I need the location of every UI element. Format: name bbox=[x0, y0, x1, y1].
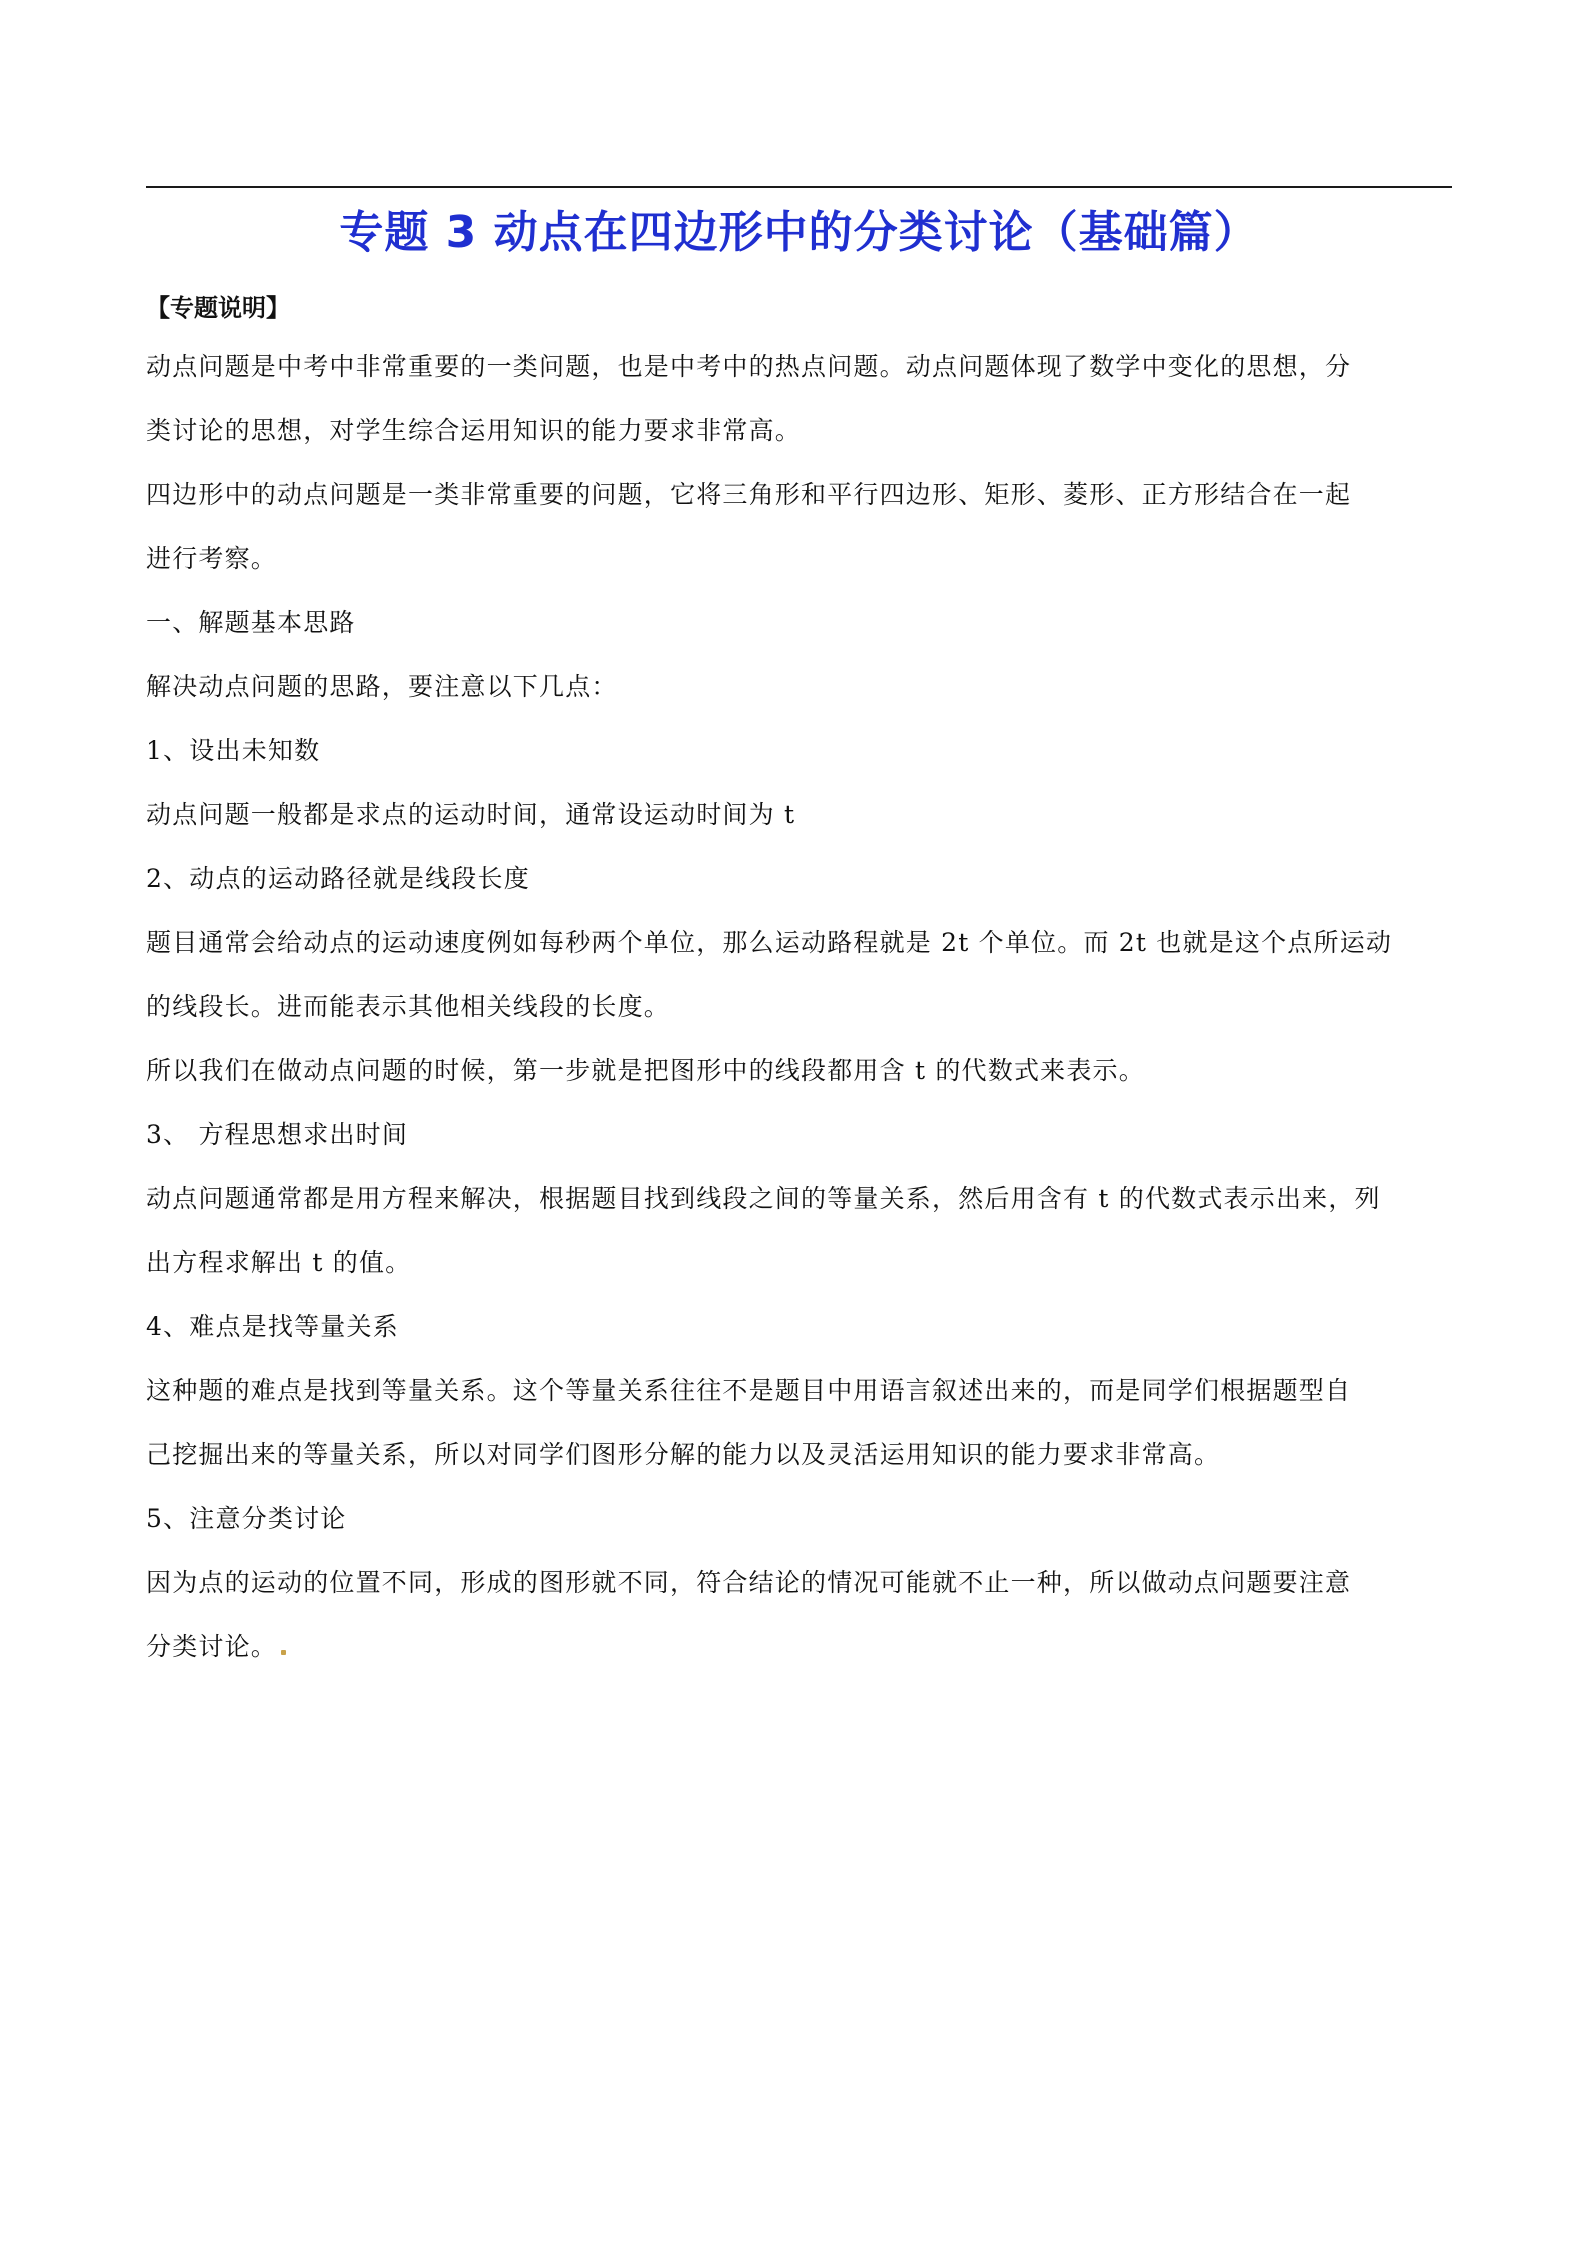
paragraph-line: 因为点的运动的位置不同，形成的图形就不同，符合结论的情况可能就不止一种，所以做动点问题要注意 bbox=[146, 1568, 1352, 1597]
paragraph-line-last bbox=[146, 1615, 1456, 1679]
paragraph-line: 这种题的难点是找到等量关系。这个等量关系往往不是题目中用语言叙述出来的，而是同学们根据题型自 bbox=[146, 1376, 1352, 1405]
page-title: 专题 3 动点在四边形中的分类讨论（基础篇） bbox=[339, 207, 1259, 258]
paragraph-line: 动点问题是中考中非常重要的一类问题，也是中考中的热点问题。动点问题体现了数学中变化的思想，分 bbox=[146, 352, 1352, 381]
paragraph-line: 动点问题一般都是求点的运动时间，通常设运动时间为 t bbox=[146, 800, 796, 829]
paragraph-line: 出方程求解出 t 的值。 bbox=[146, 1248, 412, 1277]
paragraph-line: 类讨论的思想，对学生综合运用知识的能力要求非常高。 bbox=[146, 416, 802, 445]
paragraph-line: 解决动点问题的思路，要注意以下几点： bbox=[146, 672, 618, 701]
paragraph-line: 动点问题通常都是用方程来解决，根据题目找到线段之间的等量关系，然后用含有 t 的代数式表示出来，列 bbox=[146, 1184, 1381, 1213]
heading-line: 3、 方程思想求出时间 bbox=[146, 1120, 409, 1149]
body-text bbox=[146, 335, 1456, 1679]
stray-dot-mark bbox=[281, 1650, 286, 1655]
paragraph-line: 四边形中的动点问题是一类非常重要的问题，它将三角形和平行四边形、矩形、菱形、正方形结合在一起 bbox=[146, 480, 1352, 509]
header-rule bbox=[146, 186, 1452, 188]
paragraph-line: 己挖掘出来的等量关系，所以对同学们图形分解的能力以及灵活运用知识的能力要求非常高。 bbox=[146, 1440, 1221, 1469]
paragraph-line: 的线段长。进而能表示其他相关线段的长度。 bbox=[146, 992, 671, 1021]
section-label: 【专题说明】 bbox=[146, 294, 290, 322]
heading-line: 4、难点是找等量关系 bbox=[146, 1312, 399, 1341]
paragraph-line: 题目通常会给动点的运动速度例如每秒两个单位，那么运动路程就是 2t 个单位。而 2t 也就是这个点所运动 bbox=[146, 928, 1393, 957]
paragraph-line: 进行考察。 bbox=[146, 544, 278, 573]
heading-line: 2、动点的运动路径就是线段长度 bbox=[146, 864, 530, 893]
heading-line: 一、解题基本思路 bbox=[146, 608, 356, 637]
heading-line: 1、设出未知数 bbox=[146, 736, 321, 765]
heading-line: 5、注意分类讨论 bbox=[146, 1504, 347, 1533]
paragraph-line: 所以我们在做动点问题的时候，第一步就是把图形中的线段都用含 t 的代数式来表示。 bbox=[146, 1056, 1145, 1085]
paragraph-text: 分类讨论。 bbox=[146, 1632, 278, 1661]
